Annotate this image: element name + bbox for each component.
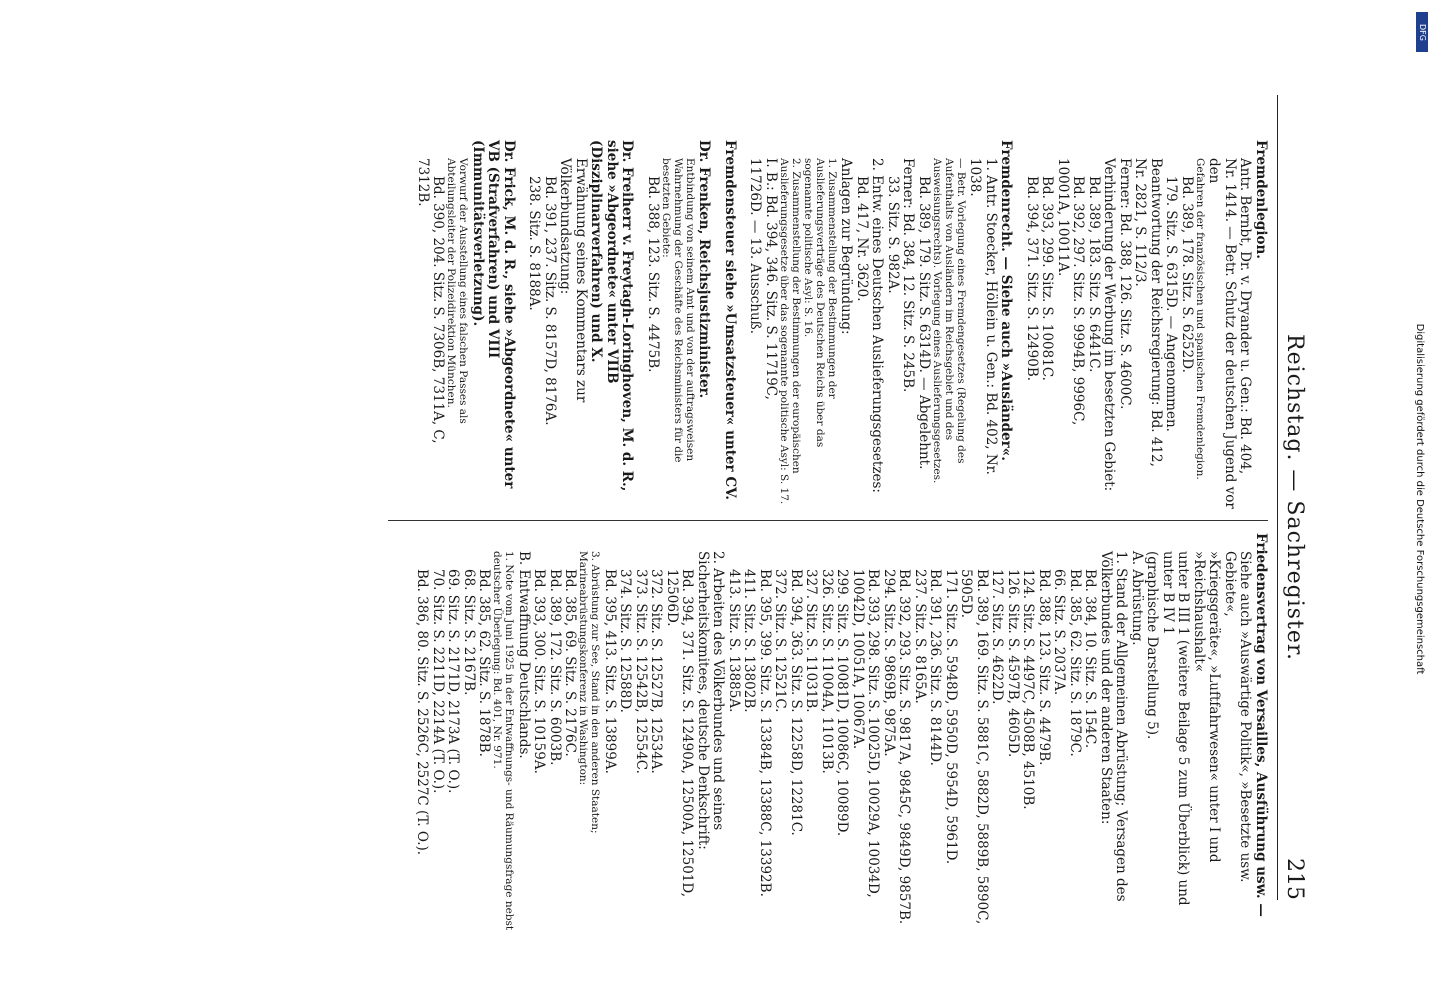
entry-line: Bd. 391, 237. Sitz. S. 8157D, 8176A. (542, 176, 558, 426)
entry-line: Bd. 392, 293. Sitz. S. 9817A, 9845C, 9849D, 9857B. (896, 569, 913, 925)
entry-line: Bd. 395, 413. Sitz. S. 13899A. (602, 569, 618, 774)
entry-line: Beantwortung der Reichsregierung: Bd. 412, (1148, 158, 1164, 467)
entry-line: 374. Sitz. S. 12588D. (617, 569, 634, 713)
digitization-note: Digitalisierung gefördert durch die Deutsche Forschungsgemeinschaft (1414, 323, 1425, 675)
entry-line: 68. Sitz. S. 2167B. (461, 569, 477, 696)
right-column (388, 520, 1268, 933)
entry-line: Bd. 389, 172. Sitz. S. 6003B. (547, 569, 563, 766)
entry-line: 294. Sitz. S. 9869B, 9875A. (881, 569, 897, 757)
entry-line: Anlagen zur Begründung: (838, 158, 855, 335)
index-entry (526, 140, 635, 510)
entry-line: 238. Sitz. S. 8188A. (526, 176, 543, 311)
entry-line: I. B.: Bd. 394, 346. Sitz. S. 11719C, (763, 158, 779, 400)
index-entry (645, 140, 712, 510)
entry-heading: Dr. Frenken, Reichsjustizminister. (696, 140, 713, 399)
entry-line: Bd. 389, 178. Sitz. S. 6252D. (1179, 176, 1195, 373)
entry-line: Bd. 389, 183. Sitz. S. 6441C. (1086, 176, 1102, 373)
entry-line: A. Abrüstung. (1129, 551, 1145, 646)
left-column (405, 140, 1269, 510)
entry-line: Bd. 392, 297. Sitz. S. 9994B, 9996C, (1070, 176, 1087, 426)
entry-line: Bd. 395, 399. Sitz. S. 13384B, 13388C, 13392B. (757, 569, 773, 897)
page-number: 215 (1282, 858, 1307, 900)
entry-line: 2. Entw. eines Deutschen Auslieferungsgesetzes: (869, 158, 886, 493)
entry-heading: Fremdenrecht. — Siehe auch »Ausländer«. (998, 140, 1015, 461)
entry-line: Verhinderung der Werbung im besetzten Gebiet: (1101, 158, 1118, 492)
entry-line: Bd. 388, 123. Sitz. S. 4479B. (1036, 569, 1052, 766)
entry-line: Bd. 389, 169. Sitz. S. 5881C, 5882D, 5889B, 5890C, 5905D. (958, 569, 990, 925)
entry-line: 179. Sitz. S. 6315D. — Angenommen. (1163, 176, 1180, 432)
entry-line: 69. Sitz. S. 2171D, 2173A (T. O.). (445, 569, 462, 794)
entry-line: Bd. 394, 371. Sitz. S. 12490B. (1024, 176, 1040, 382)
entry-line: 326. Sitz. S. 11004A, 11013B. (819, 569, 835, 774)
entry-line: Ferner: Bd. 388, 126. Sitz. S. 4600C. (1117, 158, 1133, 410)
entry-line: 1. Stand der Allgemeinen Abrüstung; Versagen des Völkerbundes und der anderen Staaten: (1098, 551, 1130, 902)
entry-line: 372. Sitz. S. 12527B, 12534A. (648, 569, 665, 774)
entry-line: Bd. 390, 204. Sitz. S. 7306B, 7311A, C, (430, 176, 447, 444)
entry-line: 10001A, 10011A. (1055, 158, 1071, 277)
entry-line: 299. Sitz. S. 10081D, 10086C, 10089D. (834, 569, 851, 837)
entry-line: Bd. 385, 62. Sitz. S. 1879C. (1067, 569, 1083, 757)
entry-line: Vorwurf der Ausstellung eines falschen Passes als Abteilungsleiter der Polizeidirektion München. (445, 158, 470, 424)
entry-line: Bd. 385, 69. Sitz. S. 2176C. (562, 569, 579, 757)
running-head-title: Reichstag. — Sachregister. (1282, 334, 1307, 661)
entry-line: 413. Sitz. S. 13885A. (726, 569, 742, 713)
entry-line: 1. Antr. Stoecker, Höllein u. Gen.: Bd. 402, Nr. 1038. (967, 158, 999, 475)
index-entry (415, 140, 517, 510)
entry-heading: Dr. Freiherr v. Freytagh-Loringhoven, M. d. R., siehe »Abgeordnete« unter VIIB (Disziplinarverfahren) und X. (588, 140, 636, 492)
entry-line: Gefahren der französischen und spanischen Fremdenlegion. (1194, 158, 1206, 480)
entry-line: Bd. 388, 123. Sitz. S. 4475B. (645, 176, 661, 373)
entry-line: Siehe auch »Auswärtige Politik«, »Besetzte usw. Gebiete«, (1222, 551, 1254, 883)
entry-line: 70. Sitz. S. 2211D, 2214A (T. O.). (430, 569, 446, 794)
index-entry (722, 140, 738, 510)
entry-line: 33. Sitz. S. 982A. (885, 176, 901, 294)
entry-line: Bd. 389, 179. Sitz. S. 6314D. — Abgelehnt. (916, 176, 932, 470)
entry-heading: Friedensvertrag von Versailles, Ausführung usw. — (1253, 533, 1269, 917)
entry-line: 327. Sitz. S. 11031B. (803, 569, 820, 713)
entry-line: Bd. 393, 300. Sitz. S. 10159A. (531, 569, 548, 774)
entry-line: Erwähnung seines Kommentars zur Völkerbundsatzung: (557, 158, 589, 403)
entry-line: (graphische Darstellung 5). (1144, 551, 1161, 740)
entry-line: 1. Note vom Juni 1925 in der Entwaffnungs- und Räumungsfrage nebst deutscher Überlegung: Bd. 401, Nr. 971. (491, 551, 516, 931)
entry-line: Nr. 1414. — Betr. Schutz der deutschen Jugend vor den (1206, 158, 1238, 509)
entry-line: 3. Abrüstung zur See, Stand in den anderen Staaten; Marineabrüstungskonferenz in Washington: (577, 551, 602, 834)
entry-line: Bd. 393, 299. Sitz. S. 10081C. (1039, 176, 1056, 381)
entry-heading: Fremdenlegion. (1253, 140, 1269, 259)
entry-line: 127. Sitz. S. 4622D. (989, 569, 1006, 705)
entry-line: 171. Sitz. S. 5948D, 5950D, 5954D, 5961D. (943, 569, 959, 865)
index-entry (747, 140, 1014, 510)
entry-line: »Kriegsgeräte«, »Luftfahrwesen« unter I und »Reichshaushalt« (1191, 551, 1223, 863)
entry-line: 411. Sitz. S. 13802B. (741, 569, 758, 713)
entry-line: Entbindung von seinem Amt und von der auftragsweisen Wahrnehmung der Geschäfte des Reichsministers für die besetzten Gebiete: (660, 158, 696, 463)
entry-line: Bd. 394, 371. Sitz. S. 12490A, 12500A, 12501D, 12506D. (664, 569, 696, 898)
entry-line: 2. Zusammenstellung der Bestimmungen der europäischen Auslieferungsgesetze über das sogenannte politische Asyl: S. 17. (778, 158, 802, 505)
index-entry (414, 533, 1268, 933)
entry-line: Bd. 394, 363. Sitz. S. 12258D, 12281C. (788, 569, 804, 836)
entry-line: 237. Sitz. S. 8165A. (912, 569, 928, 704)
entry-line: 373. Sitz. S. 12542B, 12554C. (633, 569, 649, 774)
entry-line: Antr. Bernbt, Dr. v. Dryander u. Gen.: Bd. 404, (1237, 158, 1254, 475)
entry-heading: Dr. Frick, M. d. R., siehe »Abgeordnete« unter VB (Strafverfahren) und VIII (Immunitätsverletzung). (470, 140, 517, 489)
entry-line: Bd. 417, Nr. 3620. (854, 176, 870, 302)
running-head (1277, 95, 1308, 900)
digitization-sidebar (1408, 4, 1430, 994)
entry-line: Ferner: Bd. 384, 12. Sitz. S. 245B. (900, 158, 917, 393)
entry-line: 1. Zusammenstellung der Bestimmungen der Auslieferungsverträge des Deutschen Reichs über das sogenannte politische Asyl: S. 16. (802, 158, 838, 448)
entry-line: Nr. 2821, S. 112/3. (1132, 158, 1149, 287)
entry-line: Bd. 385, 62. Sitz. S. 1878B. (476, 569, 493, 757)
entry-line: unter B III 1 (weitere Beilage 5 zum Überblick) und unter B IV 1 (1160, 551, 1192, 906)
entry-line: 66. Sitz. S. 2037A. (1051, 569, 1068, 696)
entry-line: Bd. 384, 10. Sitz. S. 154C. (1082, 569, 1099, 749)
entry-line: Bd. 386, 80. Sitz. S. 2526C, 2527C (T. O.). (414, 569, 431, 856)
entry-heading: Fremdensteuer siehe »Umsatzsteuer« unter CV. (722, 140, 738, 500)
entry-line: 7312B. (415, 158, 431, 207)
index-entry (1024, 140, 1269, 510)
entry-line: Bd. 391, 236. Sitz. S. 8144D. (927, 569, 944, 766)
entry-line: — Betr. Vorlegung eines Fremdengesetzes (Regelung des Aufenthalts von Ausländern im Reichsgebiet und des Ausweisungsrechts). Vorlegung eines Auslieferungsgesetzes. (931, 158, 967, 484)
entry-line: Bd. 393, 298. Sitz. S. 10025D, 10029A, 10034D, 10042D, 10051A, 10067A. (850, 569, 882, 898)
entry-line: B. Entwaffnung Deutschlands. (516, 551, 532, 759)
entry-line: 11726D. — 13. Ausschuß. (747, 158, 764, 334)
entry-line: 124. Sitz. S. 4497C, 4508B, 4510B. (1020, 569, 1037, 810)
entry-line: 372. Sitz. S. 12521C. (772, 569, 789, 713)
dfg-logo: DFG (1416, 12, 1428, 52)
entry-line: 2. Arbeiten des Völkerbundes und seines Sicherheitskomitees, deutsche Denkschrift: (695, 551, 727, 850)
entry-line: 126. Sitz. S. 4597B, 4605D. (1005, 569, 1021, 758)
